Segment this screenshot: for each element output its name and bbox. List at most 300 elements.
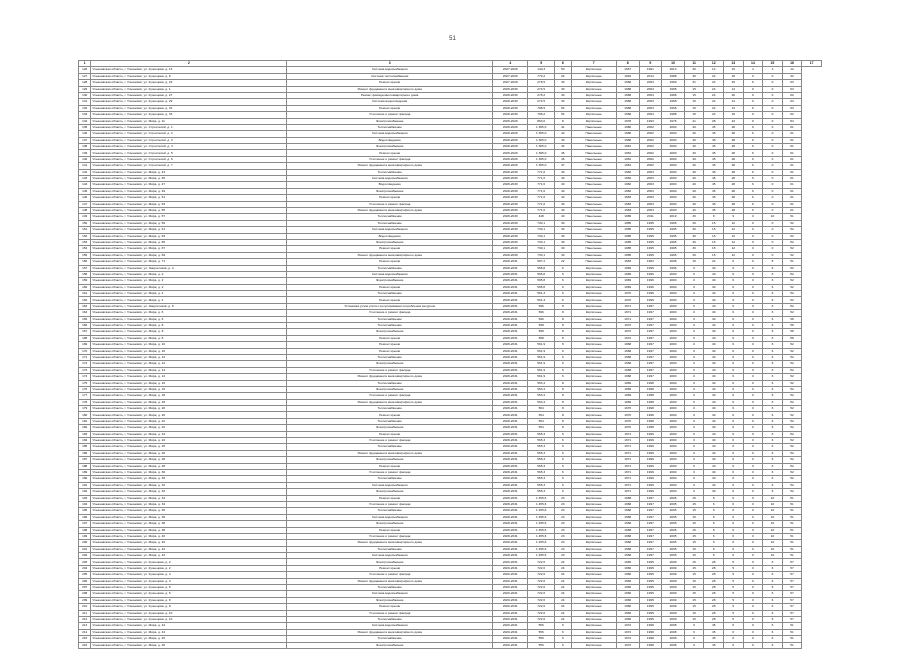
value-cell: 15 [684,585,704,591]
value-cell: 57 [782,559,802,565]
value-cell: 57 [782,604,802,610]
value-cell: 1995 [639,597,662,603]
value-cell: 10 [763,527,783,533]
value-cell: 57 [782,591,802,597]
value-cell: 52 [782,412,802,418]
value-cell: 2028-2031 [493,514,528,520]
value-cell: 1966 [616,591,639,597]
work-type-cell: Электроснабжение [287,188,493,194]
row-number-cell: 158 [79,271,91,277]
value-cell: 63 [782,80,802,86]
value-cell: 45 [704,182,724,188]
address-cell: Ульяновская область, г. Ульяновск, ул. Энергетиков, д. 6 [91,303,287,309]
value-cell: 5 [724,610,744,616]
value-cell: 40 [704,418,724,424]
value-cell: 2002 [639,144,662,150]
value-cell: 1997 [639,316,662,322]
value-cell: 24 [704,73,724,79]
work-type-cell: Утепление и ремонт фасада [287,438,493,444]
value-cell: 0 [684,393,704,399]
value-cell: 0 [684,425,704,431]
value-cell: 6 [743,156,763,162]
value-cell: 1995 [662,233,685,239]
value-cell: 2028-2031 [493,329,528,335]
value-cell: 6 [724,444,744,450]
value-cell: 1997 [639,323,662,329]
value-cell: 1 455,6 [528,553,555,559]
row-number-cell: 153 [79,239,91,245]
value-cell: 57 [782,572,802,578]
value-cell: 561,9 [528,367,555,373]
value-cell: 6 [743,169,763,175]
value-cell: 63 [782,105,802,111]
value-cell: 40 [684,195,704,201]
value-cell: 1985 [616,252,639,258]
value-cell: 40 [555,169,571,175]
value-cell: 6 [724,540,744,546]
value-cell: 0 [763,105,783,111]
value-cell: 2028-2031 [493,501,528,507]
work-type-cell: Ремонт крыши [287,495,493,501]
value-cell: Панельные [571,150,616,156]
address-cell: Ульяновская область, г. Ульяновск, ул. Мира, д. 11 [91,118,287,124]
value-cell: 6 [763,489,783,495]
address-cell: Ульяновская область, г. Ульяновск, ул. Мира, д. 44 [91,623,287,629]
row-number-cell: 171 [79,354,91,360]
address-cell: Ульяновская область, г. Ульяновск, ул. Мира, д. 63 [91,233,287,239]
value-cell: 6 [743,182,763,188]
value-cell: 23 [555,495,571,501]
value-cell: 28 [724,188,744,194]
row-number-cell: 200 [79,540,91,546]
value-cell: 6 [704,514,724,520]
value-cell: 2028-2030 [493,105,528,111]
work-type-cell: Система водоснабжения [287,514,493,520]
value-cell: 2005 [662,540,685,546]
value-cell: 30 [555,80,571,86]
value-cell: 15 [684,92,704,98]
value-cell: 6 [724,418,744,424]
value-cell: Панельные [571,201,616,207]
value-cell: 1995 [639,565,662,571]
value-cell: 2028-2030 [493,182,528,188]
value-cell: 2009 [662,610,685,616]
work-type-cell: Теплоснабжение [287,124,493,130]
value-cell: 730,1 [528,252,555,258]
value-cell: 1997 [639,374,662,380]
work-type-cell: Ремонт фундамента многоквартирного дома [287,163,493,169]
value-cell: 1971 [616,303,639,309]
value-cell: 6 [724,412,744,418]
value-cell: 42 [555,131,571,137]
value-cell: 6 [763,425,783,431]
value-cell: 2008 [662,636,685,642]
value-cell: 0 [684,367,704,373]
value-cell: 40 [555,188,571,194]
value-cell: 1971 [616,463,639,469]
value-cell: 1971 [616,489,639,495]
value-cell: 2000 [662,361,685,367]
value-cell: 0 [743,118,763,124]
value-cell: 448 [528,214,555,220]
row-number-cell: 159 [79,278,91,284]
value-cell: 52 [782,399,802,405]
value-cell: 0 [743,227,763,233]
address-cell: Ульяновская область, г. Ульяновск, ул. Мира, д. 44 [91,629,287,635]
address-cell: Ульяновская область, г. Ульяновск, ул. Кузнецова, д. 2 [91,565,287,571]
value-cell: 6 [763,329,783,335]
value-cell: 5 [724,578,744,584]
value-cell: 0 [684,265,704,271]
value-cell: 1 365,0 [528,124,555,130]
value-cell: 2000 [662,284,685,290]
value-cell: 1 365,0 [528,163,555,169]
value-cell: 1968 [616,514,639,520]
value-cell: 1 365,0 [528,150,555,156]
value-cell: Кирпичные [571,73,616,79]
value-cell: 2002 [639,131,662,137]
value-cell: 6 [724,310,744,316]
value-cell: 45 [704,188,724,194]
value-cell: 52 [782,284,802,290]
address-cell: Ульяновская область, г. Ульяновск, ул. Кузнецова, д. 4 [91,572,287,578]
value-cell: 54 [555,105,571,111]
value-cell: 2002 [639,156,662,162]
value-cell: 0 [763,92,783,98]
value-cell: 5 [724,559,744,565]
row-number-cell: 139 [79,150,91,156]
address-cell: Ульяновская область, г. Ульяновск, ул. Мира, д. 47 [91,182,287,188]
value-cell: 1972 [616,329,639,335]
value-cell: Кирпичные [571,553,616,559]
value-cell: 51 [782,521,802,527]
value-cell: Кирпичные [571,610,616,616]
value-cell: 6 [555,367,571,373]
value-cell: 15 [684,546,704,552]
value-cell: 6 [763,348,783,354]
work-type-cell: Теплоснабжение [287,636,493,642]
value-cell: 1970 [616,406,639,412]
value-cell: 30 [555,233,571,239]
value-cell: 2003 [639,80,662,86]
value-cell: 24 [704,105,724,111]
value-cell: Панельные [571,137,616,143]
column-number-header: 16 [782,61,802,67]
value-cell: 1999 [639,482,662,488]
value-cell: 1998 [639,642,662,648]
value-cell: 722,6 [528,616,555,622]
value-cell: 0 [743,431,763,437]
value-cell: 8 [555,393,571,399]
value-cell: 1968 [616,501,639,507]
value-cell: 0 [743,284,763,290]
value-cell: 40 [555,176,571,182]
value-cell: 863,0 [528,118,555,124]
value-cell: 2028-2031 [493,303,528,309]
value-cell: 0 [763,163,783,169]
value-cell: 0 [743,508,763,514]
value-cell: 1968 [616,495,639,501]
value-cell: 14 [724,86,744,92]
value-cell: 6 [763,629,783,635]
value-cell: Панельные [571,163,616,169]
value-cell: 6 [724,323,744,329]
value-cell: 1983 [616,201,639,207]
value-cell: 15 [704,233,724,239]
value-cell: 1968 [616,374,639,380]
value-cell: 1968 [616,92,639,98]
value-cell: 0 [743,303,763,309]
value-cell: 52 [782,482,802,488]
value-cell: 1966 [616,610,639,616]
value-cell: 2000 [662,399,685,405]
value-cell: Кирпичные [571,118,616,124]
value-cell: Кирпичные [571,540,616,546]
work-type-cell: Теплоснабжение [287,323,493,329]
value-cell: Кирпичные [571,342,616,348]
value-cell: 0 [763,188,783,194]
value-cell: 2000 [662,450,685,456]
value-cell: 40 [684,176,704,182]
value-cell: 1988 [662,112,685,118]
value-cell: 2000 [662,425,685,431]
value-cell: 2028-2031 [493,348,528,354]
value-cell: 1968 [616,540,639,546]
value-cell: 2000 [662,476,685,482]
value-cell: 6 [743,80,763,86]
value-cell: 40 [684,207,704,213]
value-cell: 15 [704,239,724,245]
value-cell: 15 [684,508,704,514]
value-cell: 45 [704,169,724,175]
value-cell: 6 [555,438,571,444]
value-cell: 14 [724,99,744,105]
value-cell: 28 [704,610,724,616]
value-cell: 6 [555,271,571,277]
value-cell: 30 [555,86,571,92]
value-cell: 1969 [616,393,639,399]
value-cell: 44 [555,144,571,150]
value-cell: 40 [684,144,704,150]
value-cell: 52 [782,406,802,412]
value-cell: 0 [743,450,763,456]
value-cell: 556 [528,642,555,648]
value-cell: Кирпичные [571,585,616,591]
value-cell: 30 [684,239,704,245]
value-cell: 61 [782,124,802,130]
value-cell: Кирпичные [571,450,616,456]
value-cell: 6 [763,316,783,322]
value-cell: 6 [763,623,783,629]
value-cell: 2029-2031 [493,623,528,629]
value-cell: 0 [743,425,763,431]
value-cell: 2009 [662,604,685,610]
value-cell: 28 [724,137,744,143]
value-cell: 12 [724,220,744,226]
value-cell: 1968 [616,367,639,373]
address-cell: Ульяновская область, г. Ульяновск, ул. Мира, д. 20 [91,406,287,412]
row-number-cell: 133 [79,112,91,118]
value-cell: 52 [782,278,802,284]
value-cell: 0 [684,278,704,284]
value-cell: 6 [555,348,571,354]
value-cell: 28 [704,578,724,584]
work-type-cell: Теплоснабжение [287,476,493,482]
value-cell: 2009 [662,565,685,571]
value-cell: 61 [782,188,802,194]
address-cell: Ульяновская область, г. Ульяновск, ул. Мира, д. 65 [91,239,287,245]
row-number-cell: 176 [79,386,91,392]
value-cell: 2028-2031 [493,291,528,297]
value-cell: 2028-2029 [493,124,528,130]
value-cell: 1997 [639,367,662,373]
value-cell: 52 [782,239,802,245]
value-cell: 52 [782,393,802,399]
value-cell: Кирпичные [571,425,616,431]
address-cell: Ульяновская область, г. Ульяновск, ул. Кузнецова, д. 13 [91,67,287,73]
row-number-cell: 134 [79,118,91,124]
value-cell: 2009 [662,572,685,578]
work-type-cell: Теплоснабжение [287,418,493,424]
value-cell: 6 [555,450,571,456]
work-type-cell: Утепление и ремонт фасада [287,112,493,118]
work-type-cell: Ремонт крыши [287,297,493,303]
row-number-cell: 210 [79,604,91,610]
value-cell: 6 [724,636,744,642]
value-cell: 1995 [639,591,662,597]
value-cell: 0 [684,335,704,341]
value-cell: 15 [684,112,704,118]
value-cell: 2028-2031 [493,431,528,437]
value-cell: 6 [555,431,571,437]
address-cell: Ульяновская область, г. Ульяновск, ул. Мира, д. 18 [91,393,287,399]
address-cell: Ульяновская область, г. Ульяновск, ул. Мира, д. 40 [91,540,287,546]
value-cell: 730,1 [528,227,555,233]
value-cell: Кирпичные [571,323,616,329]
value-cell: 730,1 [528,246,555,252]
value-cell: 18 [724,73,744,79]
value-cell: 15 [684,501,704,507]
value-cell: 2011 [639,214,662,220]
value-cell: 2028-2031 [493,463,528,469]
value-cell: 2028-2031 [493,546,528,552]
value-cell: 6 [763,450,783,456]
value-cell: 596 [528,310,555,316]
value-cell: 2004 [639,92,662,98]
value-cell: 6 [724,278,744,284]
value-cell: 0 [684,412,704,418]
value-cell: 6 [704,527,724,533]
value-cell: 2028-2031 [493,470,528,476]
row-number-cell: 152 [79,233,91,239]
value-cell: Кирпичные [571,546,616,552]
value-cell: 2000 [662,335,685,341]
value-cell: 2028-2030 [493,252,528,258]
value-cell: 1 455,6 [528,533,555,539]
value-cell: 6 [555,457,571,463]
value-cell: 24 [555,591,571,597]
value-cell: 2028-2030 [493,207,528,213]
value-cell: 15 [684,514,704,520]
value-cell: 1997 [639,495,662,501]
value-cell: 2000 [662,195,685,201]
value-cell: 0 [743,642,763,648]
value-cell: 2000 [662,354,685,360]
value-cell: 6 [724,265,744,271]
value-cell: 0 [684,323,704,329]
value-cell: 0 [743,291,763,297]
value-cell: 1968 [616,553,639,559]
value-cell: 8 [555,310,571,316]
row-number-cell: 199 [79,533,91,539]
value-cell: 6 [724,450,744,456]
value-cell: 6 [724,425,744,431]
value-cell: 0 [743,329,763,335]
value-cell: 6 [743,176,763,182]
value-cell: 6 [763,284,783,290]
value-cell: 6 [763,578,783,584]
value-cell: 15 [704,220,724,226]
value-cell: 0 [763,195,783,201]
value-cell: 595,8 [528,278,555,284]
row-number-cell: 192 [79,489,91,495]
row-number-cell: 154 [79,246,91,252]
value-cell: 1985 [616,246,639,252]
work-type-cell: Теплоснабжение [287,291,493,297]
value-cell: 722,6 [528,572,555,578]
value-cell: 8 [555,323,571,329]
value-cell: 15 [684,533,704,539]
value-cell: 771,6 [528,188,555,194]
value-cell: 40 [704,367,724,373]
value-cell: 0 [743,463,763,469]
value-cell: 12 [724,252,744,258]
value-cell: 6 [763,335,783,341]
value-cell: Панельные [571,195,616,201]
address-cell: Ульяновская область, г. Ульяновск, ул. Мира, д. 20 [91,412,287,418]
value-cell: 1983 [616,207,639,213]
value-cell: 722,6 [528,578,555,584]
row-number-cell: 216 [79,642,91,648]
value-cell: 6 [555,476,571,482]
value-cell: 24 [724,118,744,124]
value-cell: 0 [743,533,763,539]
value-cell: 28 [724,169,744,175]
work-type-cell: Теплоснабжение [287,316,493,322]
value-cell: 595,8 [528,265,555,271]
value-cell: 6 [724,463,744,469]
value-cell: 2000 [662,201,685,207]
value-cell: 6 [555,284,571,290]
value-cell: 40 [704,457,724,463]
value-cell: 2000 [662,489,685,495]
value-cell: 12 [724,246,744,252]
value-cell: 2028-2029 [493,118,528,124]
value-cell: 2005 [662,521,685,527]
value-cell: 6 [555,470,571,476]
value-cell: 6 [743,137,763,143]
value-cell: 565,3 [528,476,555,482]
value-cell: 2028-2030 [493,86,528,92]
value-cell: Кирпичные [571,271,616,277]
value-cell: 1968 [662,105,685,111]
value-cell: 50 [555,67,571,73]
row-number-cell: 213 [79,623,91,629]
value-cell: 6 [724,546,744,552]
work-type-cell: Электроснабжение [287,144,493,150]
row-number-cell: 214 [79,629,91,635]
value-cell: 6 [763,310,783,316]
